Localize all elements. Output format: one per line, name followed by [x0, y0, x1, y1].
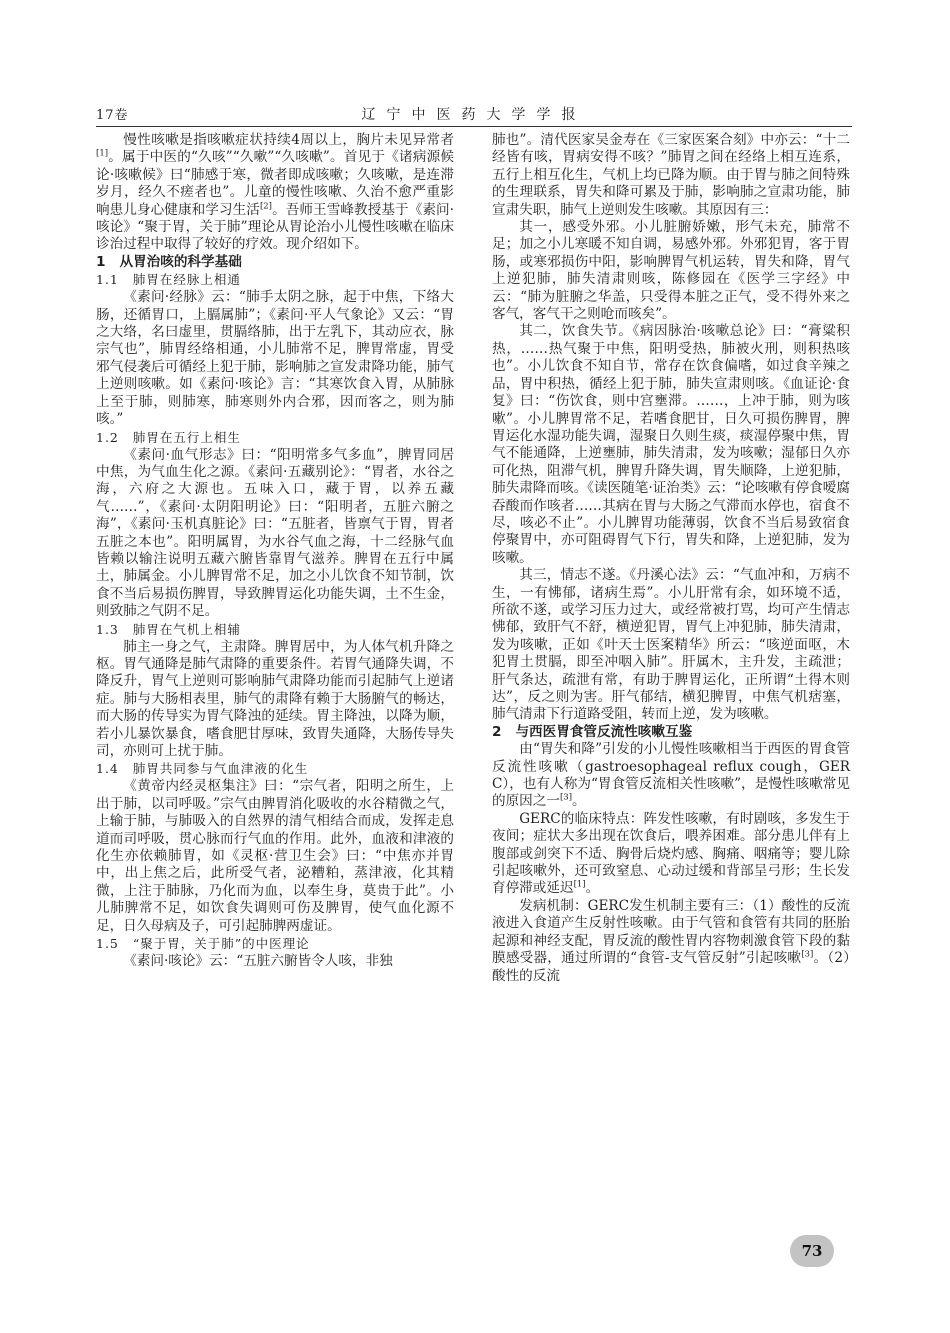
- paragraph-text: 肺主一身之气，主肃降。脾胃居中，为人体气机升降之枢。胃气通降是肺气肃降的重要条件。若胃气通降失调，不降反升，胃气上逆则可影响肺气肃降功能而引起肺气上逆诸症。肺与大肠相表里，肺气的肃降有赖于大肠腑气的畅达，而大肠的传导实为胃气降浊的延续。胃主降浊，以降为顺，若小儿暴饮暴食，嗜食肥甘厚味，致胃失通降，大肠传导失司，亦则可上扰于肺。: [96, 638, 454, 759]
- heading-number: 1: [96, 253, 106, 270]
- section-heading: [96, 254, 454, 271]
- subsection-heading: [96, 760, 454, 778]
- running-header: [96, 104, 852, 126]
- paragraph: [96, 289, 454, 428]
- paragraph-text: 《素问·血气形志》曰：“阳明常多气多血”，脾胃同居中焦，为气血生化之源。《素问·五藏别论》：“胃者，水谷之海，六府之大源也。五味入口，藏于胃，以养五藏气……”，《素问·太阴阳明论》曰：“阳明者，五脏六腑之海”，《素问·玉机真脏论》曰：“五脏者，皆禀气于胃，胃者五脏之本也”。阳明属胃，为水谷气血之海，十二经脉气血皆赖以输注说明五藏六腑皆靠胃气滋养。脾胃在五行中属土，肺属金。小儿脾胃常不足，加之小儿饮食不知节制，饮食不当后易损伤脾胃，导致脾胃运化功能失调，土不生金，则致肺之气阴不足。: [96, 446, 454, 620]
- volume-label: 17卷: [96, 108, 129, 123]
- paragraph: [96, 132, 454, 254]
- heading-number: 1.1: [96, 272, 119, 288]
- paragraph: [96, 778, 454, 935]
- heading-text: 肺胃在经脉上相通: [132, 272, 241, 288]
- section-heading: [492, 724, 850, 741]
- paragraph: [96, 447, 454, 621]
- heading-number: 1.3: [96, 621, 119, 637]
- paragraph-text: 由“胃失和降”引发的小儿慢性咳嗽相当于西医的胃食管反流性咳嗽（gastroesophageal reflux cough，GERC），也有人称为“胃食管反流相关性咳嗽”，是慢性咳嗽常见的原因之一: [492, 741, 850, 810]
- subsection-heading: [96, 621, 454, 639]
- heading-number: 1.5: [96, 936, 119, 952]
- page-number: 73: [790, 1235, 834, 1267]
- subsection-heading: [96, 429, 454, 447]
- right-column: [492, 132, 850, 985]
- paragraph: [492, 219, 850, 323]
- paragraph: [492, 898, 850, 985]
- citation-ref: [1]: [573, 879, 586, 890]
- header-rule: [96, 126, 852, 127]
- paragraph-text: 肺也”。清代医家吴金寿在《三家医案合刻》中亦云：“十二经皆有咳，胃病安得不咳？”肺胃之间在经络上相互连系，五行上相互化生，气机上均已降为顺。由于胃与肺之间特殊的生理联系，胃失和降可累及于肺，影响肺之宣肃功能，肺宣肃失职，肺气上逆则发生咳嗽。其原因有三：: [492, 132, 850, 218]
- journal-title: 辽宁中医药大学学报: [361, 107, 587, 123]
- heading-number: 1.4: [96, 761, 119, 777]
- paragraph-text: 。: [585, 880, 600, 897]
- heading-text: 从胃治咳的科学基础: [119, 253, 242, 270]
- paragraph-text: 。（2）酸性的反流: [492, 950, 850, 984]
- left-column: [96, 132, 454, 970]
- paragraph: [492, 567, 850, 724]
- heading-text: 肺胃共同参与气血津液的化生: [132, 761, 309, 777]
- heading-text: 肺胃在五行上相生: [132, 429, 241, 445]
- paragraph-text: 。: [572, 793, 586, 810]
- paragraph-text: 。属于中医的“久咳”“久嗽”“久咳嗽”。首见于《诸病源候论·咳嗽候》曰“肺感于寒，微者即成咳嗽；久咳嗽，是连滞岁月，经久不瘥者也”。儿童的慢性咳嗽、久治不愈严重影响患儿身心健康和学习生活: [96, 149, 454, 218]
- paragraph-text: 其三，情志不遂。《丹溪心法》云：“气血冲和，万病不生，一有怫郁，诸病生焉”。小儿肝常有余，如环境不适，所欲不遂，或学习压力过大，或经常被打骂，均可产生情志怫郁，致肝气不舒，横逆犯胃，胃气上冲犯肺，肺失清肃，发为咳嗽，正如《叶天士医案精华》所云：“咳逆面呕，木犯胃土贯膈，即至冲咽入肺”。肝属木，主升发，主疏泄；肝气条达，疏泄有常，有助于脾胃运化，正所谓“土得木则达”，反之则为害。肝气郁结，横犯脾胃，中焦气机痞塞，肺气清肃下行道路受阻，转而上逆，发为咳嗽。: [492, 567, 850, 723]
- paragraph-text: 。吾师王雪峰教授基于《素问·咳论》“聚于胃，关于肺”理论从胃论治小儿慢性咳嗽在临床诊治过程中取得了较好的疗效。现介绍如下。: [96, 201, 454, 253]
- paragraph-text: 发病机制：GERC发生机制主要有三：（1）酸性的反流液进入食道产生反射性咳嗽。由于气管和食管有共同的胚胎起源和神经支配，胃反流的酸性胃内容物刺激食管下段的黏膜感受器，通过所谓的“食管-支气管反射”引起咳嗽: [492, 897, 850, 967]
- paragraph: [492, 323, 850, 567]
- citation-ref: [3]: [801, 949, 814, 960]
- heading-text: 肺胃在气机上相辅: [132, 621, 241, 637]
- citation-ref: [1]: [96, 148, 109, 159]
- paragraph-text: 《黄帝内经灵枢集注》曰：“宗气者，阳明之所生，上出于肺，以司呼吸。”宗气由脾胃消化吸收的水谷精微之气，上输于肺，与肺吸入的自然界的清气相结合而成，发挥走息道而司呼吸，贯心脉而行气血的作用。此外，血液和津液的化生亦依赖肺胃，如《灵枢·营卫生会》曰：“中焦亦并胃中，出上焦之后，此所受气者，泌糟粕，蒸津液，化其精微，上注于肺脉，乃化而为血，以奉生身，莫贵于此”。小儿肺脾常不足，如饮食失调则可伤及脾胃，使气血化源不足，日久母病及子，可引起肺脾两虚证。: [96, 778, 454, 934]
- paragraph-text: 其二，饮食失节。《病因脉治·咳嗽总论》曰：“膏粱积热，……热气聚于中焦，阳明受热，肺被火刑，则积热咳也”。小儿饮食不知自节，常存在饮食偏嗜，如过食辛辣之品，胃中积热，循经上犯于肺，肺失宣肃则咳。《血证论·食复》曰：“伤饮食，则中宫壅滞。……，上冲于肺，则为咳嗽”。小儿脾胃常不足，若嗜食肥甘，日久可损伤脾胃，脾胃运化水湿功能失调，湿聚日久则生痰，痰湿停聚中焦，胃气不能通降，上逆壅肺，肺失清肃，发为咳嗽；湿郁日久亦可化热，阻滞气机，脾胃升降失调，胃失顺降，上逆犯肺，肺失肃降而咳。《读医随笔·证治类》云：“论咳嗽有停食嗳腐吞酸而作咳者……其病在胃与大肠之气滞而水停也，宿食不尽，咳必不止”。小儿脾胃功能薄弱，饮食不当后易致宿食停聚胃中，亦可阻碍胃气下行，胃失和降，上逆犯肺，发为咳嗽。: [492, 323, 850, 566]
- paragraph-text: 《素问·咳论》云：“五脏六腑皆令人咳，非独: [123, 953, 393, 970]
- subsection-heading: [96, 271, 454, 289]
- heading-text: 与西医胃食管反流性咳嗽互鉴: [515, 723, 693, 740]
- paragraph: [96, 953, 454, 970]
- paragraph-text: 其一，感受外邪。小儿脏腑娇嫩，形气未充，肺常不足；加之小儿寒暖不知自调，易感外邪。外邪犯胃，客于胃肠，或寒邪损伤中阳，影响脾胃气机运转，胃失和降，胃气上逆犯肺，肺失清肃则咳，陈修园在《医学三字经》中云：“肺为脏腑之华盖，只受得本脏之正气，受不得外来之客气，客气干之则呛而咳矣”。: [492, 219, 850, 323]
- heading-number: 2: [492, 723, 502, 740]
- heading-number: 1.2: [96, 429, 119, 445]
- heading-text: “聚于胃，关于肺”的中医理论: [132, 936, 310, 952]
- subsection-heading: [96, 935, 454, 953]
- paragraph: [492, 132, 850, 219]
- paragraph: [492, 741, 850, 811]
- paragraph-text: 慢性咳嗽是指咳嗽症状持续4周以上，胸片未见异常者: [123, 132, 454, 148]
- paragraph: [492, 811, 850, 898]
- citation-ref: [2]: [259, 201, 272, 212]
- paragraph-text: GERC的临床特点：阵发性咳嗽，有时剧咳，多发生于夜间；症状大多出现在饮食后，喂养困难。部分患儿伴有上腹部或剑突下不适、胸骨后烧灼感、胸痛、咽痛等；婴儿除引起咳嗽外，还可致窒息、心动过缓和背部呈弓形；生长发育停滞或延迟: [492, 810, 850, 897]
- paragraph: [96, 639, 454, 761]
- citation-ref: [3]: [559, 792, 573, 803]
- paragraph-text: 《素问·经脉》云：“肺手太阴之脉，起于中焦，下络大肠，还循胃口，上膈属肺”；《素问·平人气象论》又云：“胃之大络，名曰虚里，贯膈络肺，出于左乳下，其动应衣，脉宗气也”，肺胃经络相通，小儿肺常不足，脾胃常虚，胃受邪气侵袭后可循经上犯于肺，影响肺之宣发肃降功能，肺气上逆则咳嗽。如《素问·咳论》言：“其寒饮食入胃，从肺脉上至于肺，则肺寒，肺寒则外内合邪，因而客之，则为肺咳。”: [96, 289, 454, 428]
